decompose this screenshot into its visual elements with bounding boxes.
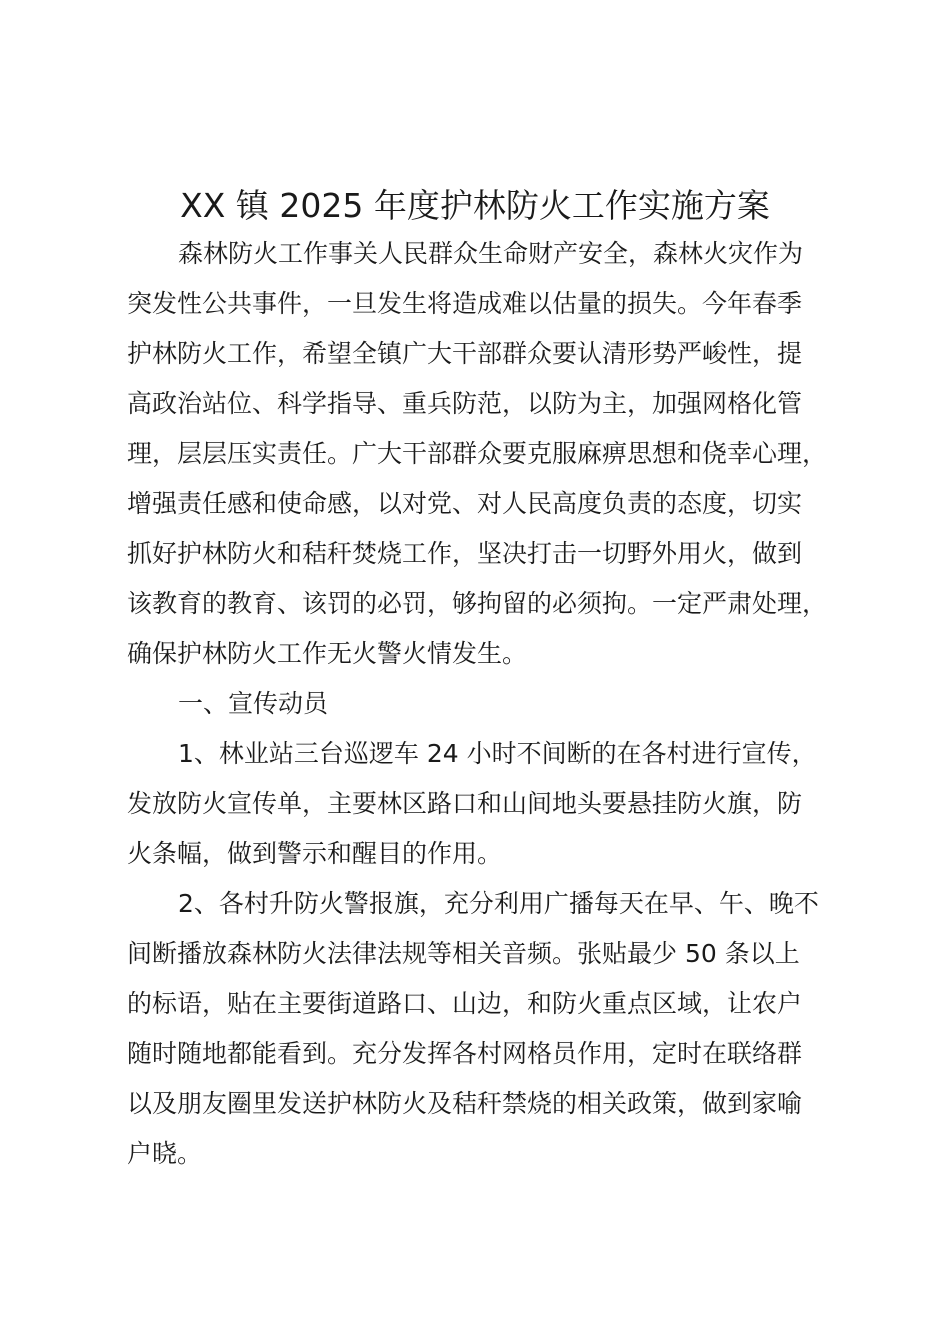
paragraph-line: 理，层层压实责任。广大干部群众要克服麻痹思想和侥幸心理， (127, 439, 828, 468)
paragraph-line: 随时随地都能看到。充分发挥各村网格员作用，定时在联络群 (127, 1039, 803, 1068)
paragraph-line: 以及朋友圈里发送护林防火及秸秆禁烧的相关政策，做到家喻 (127, 1089, 803, 1118)
paragraph-line: 2、各村升防火警报旗，充分利用广播每天在早、午、晚不 (178, 889, 819, 918)
paragraph-line: 1、林业站三台巡逻车 24 小时不间断的在各村进行宣传， (178, 739, 817, 768)
paragraph-line: 抓好护林防火和秸秆焚烧工作，坚决打击一切野外用火，做到 (127, 539, 803, 568)
paragraph-line: 森林防火工作事关人民群众生命财产安全，森林火灾作为 (178, 239, 804, 268)
paragraph-line: 高政治站位、科学指导、重兵防范，以防为主，加强网格化管 (127, 389, 803, 418)
document-title: XX 镇 2025 年度护林防火工作实施方案 (180, 186, 770, 225)
paragraph-line: 突发性公共事件，一旦发生将造成难以估量的损失。今年春季 (127, 289, 803, 318)
paragraph-line: 间断播放森林防火法律法规等相关音频。张贴最少 50 条以上 (127, 939, 800, 968)
paragraph-line: 户晓。 (127, 1139, 203, 1168)
paragraph-line: 火条幅，做到警示和醒目的作用。 (127, 839, 503, 868)
paragraph-line: 该教育的教育、该罚的必罚，够拘留的必须拘。一定严肃处理， (127, 589, 828, 618)
paragraph-line: 增强责任感和使命感，以对党、对人民高度负责的态度，切实 (127, 489, 803, 518)
paragraph-line: 确保护林防火工作无火警火情发生。 (127, 639, 528, 668)
paragraph-line: 的标语，贴在主要街道路口、山边，和防火重点区域，让农户 (127, 989, 803, 1018)
section-heading: 一、宣传动员 (178, 689, 329, 718)
paragraph-line: 护林防火工作，希望全镇广大干部群众要认清形势严峻性，提 (127, 339, 803, 368)
paragraph-line: 发放防火宣传单，主要林区路口和山间地头要悬挂防火旗，防 (127, 789, 803, 818)
